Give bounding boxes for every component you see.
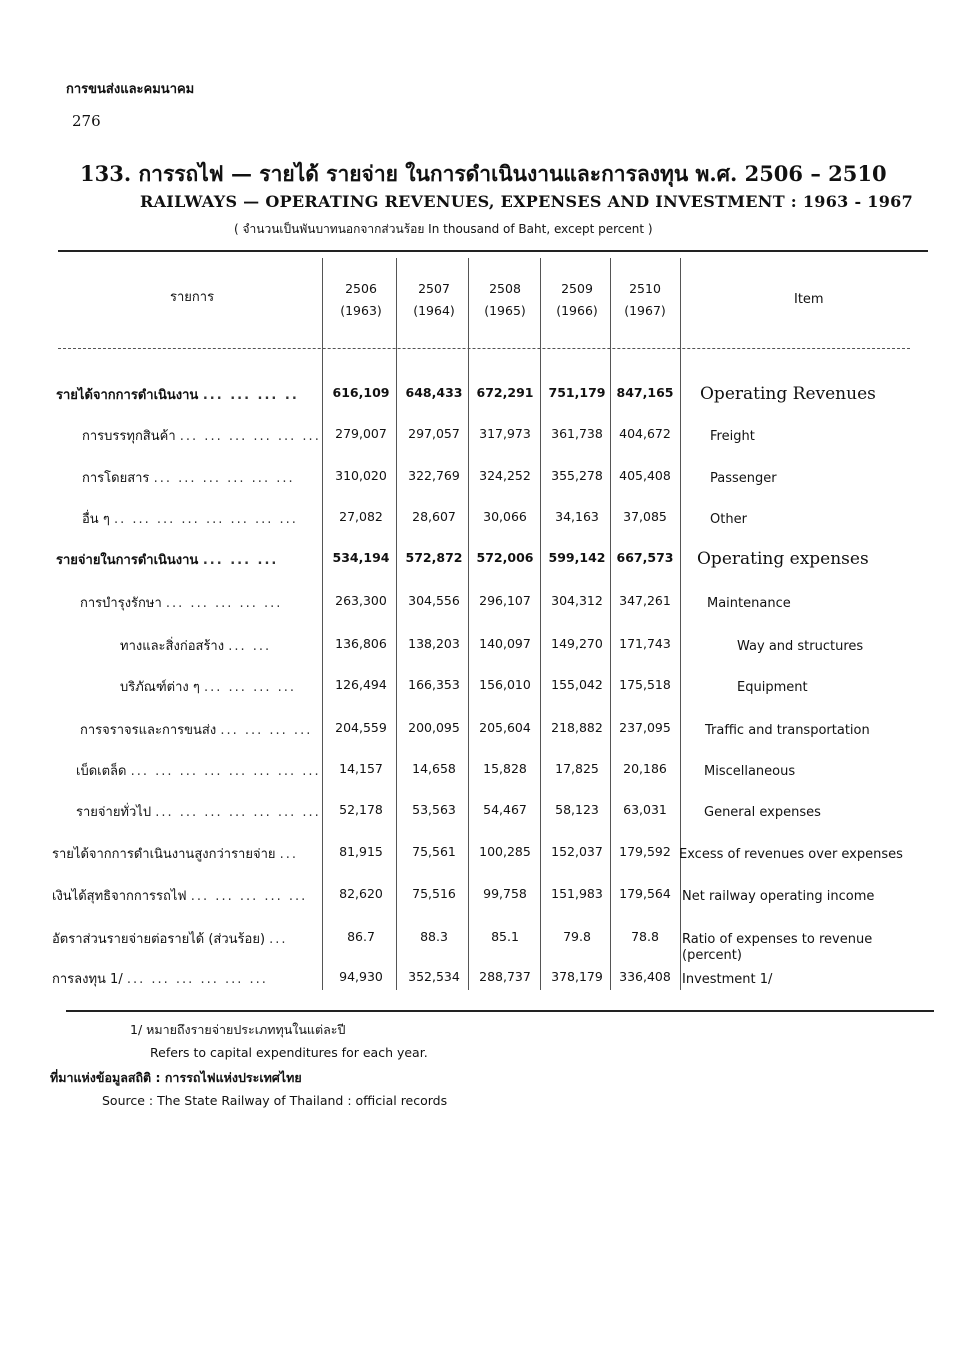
- leader-dots: ... ... ... ... ...: [190, 889, 308, 904]
- year-ce: (1963): [340, 303, 382, 318]
- value-cell: 81,915: [339, 844, 383, 859]
- value-cell: 378,179: [551, 969, 603, 984]
- column-divider: [540, 258, 541, 990]
- value-cell: 847,165: [616, 385, 674, 400]
- value-cell: 27,082: [339, 509, 383, 524]
- row-label-thai: [52, 928, 288, 949]
- leader-dots: ... ... ... ... ... ...: [153, 471, 295, 486]
- row-label-english-cont: (percent): [682, 948, 742, 963]
- value-cell: 17,825: [555, 761, 599, 776]
- footnote-thai: 1/ หมายถึงรายจ่ายประเภททุนในแต่ละปี: [130, 1022, 346, 1037]
- year-be: 2509: [561, 281, 593, 296]
- header-divider: [58, 348, 910, 349]
- value-cell: 63,031: [623, 802, 667, 817]
- row-label-english: Net railway operating income: [682, 889, 875, 904]
- table-bottom-rule: [66, 1010, 934, 1012]
- row-label-english: Freight: [710, 429, 755, 444]
- year-ce: (1965): [484, 303, 526, 318]
- row-label-thai: [82, 508, 298, 529]
- value-cell: 237,095: [619, 720, 671, 735]
- leader-dots: ...: [269, 932, 288, 947]
- column-divider: [468, 258, 469, 990]
- value-cell: 347,261: [619, 593, 671, 608]
- row-label-english: Ratio of expenses to revenue: [682, 932, 873, 947]
- value-cell: 279,007: [335, 426, 387, 441]
- year-ce: (1966): [556, 303, 598, 318]
- value-cell: 37,085: [623, 509, 667, 524]
- value-cell: 88.3: [420, 929, 448, 944]
- row-label-text: การจราจรและการขนส่ง: [80, 723, 217, 738]
- value-cell: 79.8: [563, 929, 591, 944]
- row-label-thai: [56, 549, 278, 570]
- value-cell: 572,006: [476, 550, 534, 565]
- value-cell: 263,300: [335, 593, 387, 608]
- row-label-english: Operating Revenues: [700, 384, 876, 404]
- row-label-thai: [52, 968, 268, 989]
- row-label-thai: [120, 635, 271, 656]
- value-cell: 304,312: [551, 593, 603, 608]
- value-cell: 179,592: [619, 844, 671, 859]
- value-cell: 572,872: [405, 550, 463, 565]
- source-thai: ที่มาแห่งข้อมูลสถิติ : การรถไฟแห่งประเทศไทย: [50, 1070, 302, 1085]
- value-cell: 75,516: [412, 886, 456, 901]
- row-label-english: Investment 1/: [682, 972, 773, 987]
- row-label-english: Other: [710, 512, 747, 527]
- row-label-english: Way and structures: [737, 639, 864, 654]
- leader-dots: ... ... ... ...: [220, 723, 313, 738]
- value-cell: 304,556: [408, 593, 460, 608]
- row-label-text: รายจ่ายทั่วไป: [76, 805, 152, 820]
- table-top-rule: [58, 250, 928, 252]
- leader-dots: ... ... ...: [202, 553, 279, 568]
- page-number: 276: [72, 112, 101, 130]
- row-label-english: Equipment: [737, 680, 808, 695]
- value-cell: 317,973: [479, 426, 531, 441]
- value-cell: 53,563: [412, 802, 456, 817]
- value-cell: 175,518: [619, 677, 671, 692]
- value-cell: 52,178: [339, 802, 383, 817]
- year-be: 2506: [345, 281, 377, 296]
- row-label-text: การบรรทุกสินค้า: [82, 429, 176, 444]
- year-header: [397, 278, 471, 322]
- value-cell: 288,737: [479, 969, 531, 984]
- row-label-english: Passenger: [710, 471, 777, 486]
- row-label-text: อื่น ๆ: [82, 512, 110, 527]
- value-cell: 14,157: [339, 761, 383, 776]
- table-title-english: RAILWAYS — OPERATING REVENUES, EXPENSES AND INVESTMENT : 1963 - 1967: [140, 192, 914, 211]
- year-header: [608, 278, 682, 322]
- year-ce: (1967): [624, 303, 666, 318]
- unit-note: ( จำนวนเป็นพันบาทนอกจากส่วนร้อย In thousand of Baht, except percent ): [234, 222, 653, 236]
- value-cell: 361,738: [551, 426, 603, 441]
- row-label-thai: [120, 676, 296, 697]
- value-cell: 15,828: [483, 761, 527, 776]
- row-label-text: รายได้จากการดำเนินงานสูงกว่ารายจ่าย: [52, 847, 276, 862]
- leader-dots: ... ... ... ..: [202, 388, 299, 403]
- leader-dots: ... ... ... ... ...: [165, 596, 283, 611]
- value-cell: 336,408: [619, 969, 671, 984]
- value-cell: 156,010: [479, 677, 531, 692]
- row-label-thai: [56, 384, 299, 405]
- year-header: [324, 278, 398, 322]
- value-cell: 352,534: [408, 969, 460, 984]
- leader-dots: ... ...: [228, 639, 272, 654]
- year-header: [540, 278, 614, 322]
- value-cell: 86.7: [347, 929, 375, 944]
- value-cell: 205,604: [479, 720, 531, 735]
- header-item-english: Item: [794, 292, 824, 307]
- leader-dots: ... ... ... ... ... ... ... ...: [130, 764, 321, 779]
- year-header: [468, 278, 542, 322]
- leader-dots: ... ... ... ... ... ...: [126, 972, 268, 987]
- value-cell: 20,186: [623, 761, 667, 776]
- column-divider: [680, 258, 681, 990]
- row-label-english: Miscellaneous: [704, 764, 796, 779]
- column-divider: [610, 258, 611, 990]
- table-title-thai: 133. การรถไฟ — รายได้ รายจ่าย ในการดำเนินงานและการลงทุน พ.ศ. 2506 – 2510: [80, 161, 887, 186]
- value-cell: 140,097: [479, 636, 531, 651]
- value-cell: 151,983: [551, 886, 603, 901]
- value-cell: 322,769: [408, 468, 460, 483]
- value-cell: 94,930: [339, 969, 383, 984]
- row-label-thai: [82, 467, 295, 488]
- value-cell: 136,806: [335, 636, 387, 651]
- leader-dots: ... ... ... ... ... ... ...: [155, 805, 321, 820]
- row-label-text: การลงทุน 1/: [52, 972, 123, 987]
- value-cell: 82,620: [339, 886, 383, 901]
- row-label-text: เงินได้สุทธิจากการรถไฟ: [52, 889, 187, 904]
- value-cell: 405,408: [619, 468, 671, 483]
- value-cell: 58,123: [555, 802, 599, 817]
- row-label-english: Traffic and transportation: [705, 723, 870, 738]
- value-cell: 296,107: [479, 593, 531, 608]
- row-label-english: General expenses: [704, 805, 821, 820]
- footnote-english: Refers to capital expenditures for each year.: [150, 1045, 428, 1060]
- row-label-text: รายจ่ายในการดำเนินงาน: [56, 553, 199, 568]
- source-english: Source : The State Railway of Thailand : official records: [102, 1093, 448, 1108]
- row-label-thai: [52, 843, 298, 864]
- value-cell: 54,467: [483, 802, 527, 817]
- row-label-text: รายได้จากการดำเนินงาน: [56, 388, 199, 403]
- header-item-thai: รายการ: [170, 290, 215, 305]
- year-be: 2510: [629, 281, 661, 296]
- value-cell: 30,066: [483, 509, 527, 524]
- leader-dots: ... ... ... ...: [204, 680, 297, 695]
- row-label-english: Operating expenses: [697, 549, 869, 569]
- value-cell: 751,179: [548, 385, 606, 400]
- year-be: 2508: [489, 281, 521, 296]
- value-cell: 204,559: [335, 720, 387, 735]
- value-cell: 34,163: [555, 509, 599, 524]
- value-cell: 200,095: [408, 720, 460, 735]
- row-label-thai: [76, 801, 321, 822]
- row-label-thai: [80, 719, 312, 740]
- value-cell: 75,561: [412, 844, 456, 859]
- leader-dots: ... ... ... ... ... ...: [179, 429, 321, 444]
- value-cell: 616,109: [332, 385, 390, 400]
- value-cell: 218,882: [551, 720, 603, 735]
- value-cell: 152,037: [551, 844, 603, 859]
- value-cell: 648,433: [405, 385, 463, 400]
- row-label-english: Excess of revenues over expenses: [679, 847, 903, 862]
- year-ce: (1964): [413, 303, 455, 318]
- row-label-thai: [80, 592, 282, 613]
- row-label-text: ทางและสิ่งก่อสร้าง: [120, 639, 225, 654]
- leader-dots: .. ... ... ... ... ... ... ...: [113, 512, 298, 527]
- leader-dots: ...: [279, 847, 299, 862]
- value-cell: 667,573: [616, 550, 674, 565]
- value-cell: 138,203: [408, 636, 460, 651]
- year-be: 2507: [418, 281, 450, 296]
- value-cell: 100,285: [479, 844, 531, 859]
- value-cell: 126,494: [335, 677, 387, 692]
- value-cell: 297,057: [408, 426, 460, 441]
- row-label-text: เบ็ดเตล็ด: [76, 764, 127, 779]
- row-label-text: บริภัณฑ์ต่าง ๆ: [120, 680, 200, 695]
- column-divider: [322, 258, 323, 990]
- row-label-english: Maintenance: [707, 596, 791, 611]
- value-cell: 310,020: [335, 468, 387, 483]
- value-cell: 149,270: [551, 636, 603, 651]
- value-cell: 28,607: [412, 509, 456, 524]
- value-cell: 171,743: [619, 636, 671, 651]
- value-cell: 324,252: [479, 468, 531, 483]
- value-cell: 155,042: [551, 677, 603, 692]
- value-cell: 179,564: [619, 886, 671, 901]
- row-label-thai: [76, 760, 321, 781]
- value-cell: 534,194: [332, 550, 390, 565]
- value-cell: 599,142: [548, 550, 606, 565]
- row-label-thai: [52, 885, 307, 906]
- section-header: การขนส่งและคมนาคม: [66, 82, 195, 97]
- value-cell: 166,353: [408, 677, 460, 692]
- row-label-thai: [82, 425, 321, 446]
- row-label-text: การบำรุงรักษา: [80, 596, 162, 611]
- value-cell: 85.1: [491, 929, 519, 944]
- value-cell: 14,658: [412, 761, 456, 776]
- column-divider: [396, 258, 397, 990]
- value-cell: 78.8: [631, 929, 659, 944]
- value-cell: 355,278: [551, 468, 603, 483]
- row-label-text: การโดยสาร: [82, 471, 150, 486]
- row-label-text: อัตราส่วนรายจ่ายต่อรายได้ (ส่วนร้อย): [52, 932, 266, 947]
- value-cell: 404,672: [619, 426, 671, 441]
- value-cell: 99,758: [483, 886, 527, 901]
- value-cell: 672,291: [476, 385, 534, 400]
